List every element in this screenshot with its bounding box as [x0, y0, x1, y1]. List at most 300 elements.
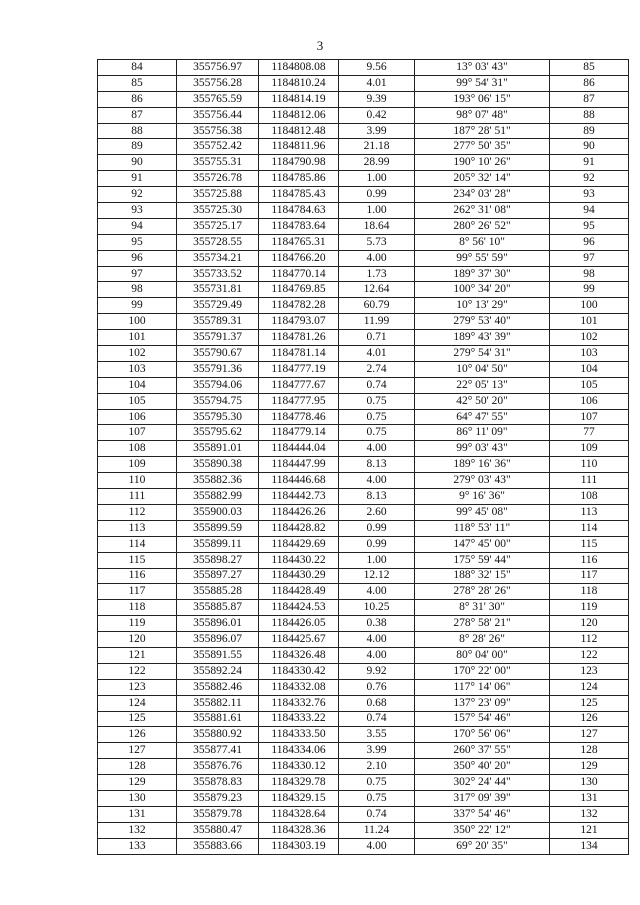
distance-cell: 4.01: [339, 75, 415, 91]
next-point-cell: 87: [550, 91, 629, 107]
point-number-cell: 98: [98, 282, 177, 298]
distance-cell: 4.00: [339, 473, 415, 489]
table-row: [98, 314, 629, 330]
x-coordinate-cell: 355883.66: [177, 838, 259, 854]
next-point-cell: 130: [550, 775, 629, 791]
y-coordinate-cell: 1184430.22: [259, 552, 339, 568]
x-coordinate-cell: 355891.55: [177, 647, 259, 663]
bearing-cell: 147° 45' 00": [415, 536, 550, 552]
next-point-cell: 91: [550, 155, 629, 171]
point-number-cell: 96: [98, 250, 177, 266]
y-coordinate-cell: 1184442.73: [259, 489, 339, 505]
x-coordinate-cell: 355756.28: [177, 75, 259, 91]
next-point-cell: 99: [550, 282, 629, 298]
x-coordinate-cell: 355900.03: [177, 504, 259, 520]
x-coordinate-cell: 355756.44: [177, 107, 259, 123]
next-point-cell: 119: [550, 600, 629, 616]
distance-cell: 0.71: [339, 330, 415, 346]
page-number: 3: [316, 38, 324, 53]
x-coordinate-cell: 355899.11: [177, 536, 259, 552]
point-number-cell: 113: [98, 520, 177, 536]
point-number-cell: 108: [98, 441, 177, 457]
next-point-cell: 93: [550, 187, 629, 203]
point-number-cell: 130: [98, 790, 177, 806]
x-coordinate-cell: 355795.30: [177, 409, 259, 425]
next-point-cell: 110: [550, 457, 629, 473]
next-point-cell: 89: [550, 123, 629, 139]
next-point-cell: 128: [550, 743, 629, 759]
distance-cell: 8.13: [339, 489, 415, 505]
x-coordinate-cell: 355794.75: [177, 393, 259, 409]
point-number-cell: 124: [98, 695, 177, 711]
x-coordinate-cell: 355896.07: [177, 632, 259, 648]
x-coordinate-cell: 355899.59: [177, 520, 259, 536]
distance-cell: 0.99: [339, 536, 415, 552]
y-coordinate-cell: 1184425.67: [259, 632, 339, 648]
next-point-cell: 124: [550, 679, 629, 695]
table-row: [98, 187, 629, 203]
y-coordinate-cell: 1184770.14: [259, 266, 339, 282]
next-point-cell: 109: [550, 441, 629, 457]
distance-cell: 0.75: [339, 790, 415, 806]
next-point-cell: 125: [550, 695, 629, 711]
distance-cell: 4.00: [339, 584, 415, 600]
next-point-cell: 127: [550, 727, 629, 743]
table-row: [98, 727, 629, 743]
table-row: [98, 822, 629, 838]
table-row: [98, 632, 629, 648]
y-coordinate-cell: 1184303.19: [259, 838, 339, 854]
distance-cell: 0.75: [339, 425, 415, 441]
y-coordinate-cell: 1184329.15: [259, 790, 339, 806]
distance-cell: 12.64: [339, 282, 415, 298]
x-coordinate-cell: 355882.46: [177, 679, 259, 695]
x-coordinate-cell: 355881.61: [177, 711, 259, 727]
x-coordinate-cell: 355885.28: [177, 584, 259, 600]
point-number-cell: 88: [98, 123, 177, 139]
distance-cell: 4.00: [339, 250, 415, 266]
distance-cell: 0.75: [339, 409, 415, 425]
point-number-cell: 109: [98, 457, 177, 473]
y-coordinate-cell: 1184426.26: [259, 504, 339, 520]
table-row: [98, 775, 629, 791]
x-coordinate-cell: 355731.81: [177, 282, 259, 298]
point-number-cell: 93: [98, 203, 177, 219]
x-coordinate-cell: 355896.01: [177, 616, 259, 632]
distance-cell: 60.79: [339, 298, 415, 314]
distance-cell: 0.74: [339, 806, 415, 822]
y-coordinate-cell: 1184811.96: [259, 139, 339, 155]
bearing-cell: 279° 54' 31": [415, 346, 550, 362]
distance-cell: 0.74: [339, 377, 415, 393]
next-point-cell: 121: [550, 822, 629, 838]
distance-cell: 3.99: [339, 123, 415, 139]
distance-cell: 2.60: [339, 504, 415, 520]
table-row: [98, 457, 629, 473]
bearing-cell: 234° 03' 28": [415, 187, 550, 203]
next-point-cell: 98: [550, 266, 629, 282]
next-point-cell: 118: [550, 584, 629, 600]
y-coordinate-cell: 1184784.63: [259, 203, 339, 219]
bearing-cell: 190° 10' 26": [415, 155, 550, 171]
y-coordinate-cell: 1184329.78: [259, 775, 339, 791]
distance-cell: 11.24: [339, 822, 415, 838]
y-coordinate-cell: 1184428.82: [259, 520, 339, 536]
distance-cell: 0.68: [339, 695, 415, 711]
x-coordinate-cell: 355880.92: [177, 727, 259, 743]
next-point-cell: 120: [550, 616, 629, 632]
table-row: [98, 806, 629, 822]
bearing-cell: 98° 07' 48": [415, 107, 550, 123]
bearing-cell: 279° 03' 43": [415, 473, 550, 489]
table-row: [98, 123, 629, 139]
table-row: [98, 250, 629, 266]
distance-cell: 12.12: [339, 568, 415, 584]
y-coordinate-cell: 1184766.20: [259, 250, 339, 266]
distance-cell: 9.56: [339, 60, 415, 76]
table-row: [98, 139, 629, 155]
x-coordinate-cell: 355882.36: [177, 473, 259, 489]
x-coordinate-cell: 355882.11: [177, 695, 259, 711]
point-number-cell: 94: [98, 218, 177, 234]
point-number-cell: 99: [98, 298, 177, 314]
next-point-cell: 92: [550, 171, 629, 187]
table-row: [98, 616, 629, 632]
x-coordinate-cell: 355725.17: [177, 218, 259, 234]
table-row: [98, 695, 629, 711]
point-number-cell: 120: [98, 632, 177, 648]
x-coordinate-cell: 355728.55: [177, 234, 259, 250]
y-coordinate-cell: 1184782.28: [259, 298, 339, 314]
next-point-cell: 111: [550, 473, 629, 489]
table-row: [98, 107, 629, 123]
table-row: [98, 790, 629, 806]
next-point-cell: 115: [550, 536, 629, 552]
table-row: [98, 298, 629, 314]
y-coordinate-cell: 1184444.04: [259, 441, 339, 457]
point-number-cell: 118: [98, 600, 177, 616]
table-row: [98, 600, 629, 616]
point-number-cell: 112: [98, 504, 177, 520]
bearing-cell: 22° 05' 13": [415, 377, 550, 393]
bearing-cell: 188° 32' 15": [415, 568, 550, 584]
point-number-cell: 91: [98, 171, 177, 187]
next-point-cell: 95: [550, 218, 629, 234]
x-coordinate-cell: 355892.24: [177, 663, 259, 679]
distance-cell: 0.99: [339, 187, 415, 203]
bearing-cell: 157° 54' 46": [415, 711, 550, 727]
distance-cell: 4.00: [339, 647, 415, 663]
y-coordinate-cell: 1184779.14: [259, 425, 339, 441]
point-number-cell: 128: [98, 759, 177, 775]
table-row: [98, 266, 629, 282]
bearing-cell: 99° 45' 08": [415, 504, 550, 520]
next-point-cell: 106: [550, 393, 629, 409]
point-number-cell: 127: [98, 743, 177, 759]
next-point-cell: 101: [550, 314, 629, 330]
x-coordinate-cell: 355898.27: [177, 552, 259, 568]
distance-cell: 1.00: [339, 171, 415, 187]
y-coordinate-cell: 1184332.08: [259, 679, 339, 695]
y-coordinate-cell: 1184333.22: [259, 711, 339, 727]
point-number-cell: 105: [98, 393, 177, 409]
y-coordinate-cell: 1184812.06: [259, 107, 339, 123]
next-point-cell: 134: [550, 838, 629, 854]
bearing-cell: 10° 04' 50": [415, 361, 550, 377]
table-row: [98, 441, 629, 457]
x-coordinate-cell: 355733.52: [177, 266, 259, 282]
table-row: [98, 759, 629, 775]
bearing-cell: 13° 03' 43": [415, 60, 550, 76]
y-coordinate-cell: 1184446.68: [259, 473, 339, 489]
distance-cell: 8.13: [339, 457, 415, 473]
y-coordinate-cell: 1184426.05: [259, 616, 339, 632]
next-point-cell: 96: [550, 234, 629, 250]
y-coordinate-cell: 1184785.86: [259, 171, 339, 187]
x-coordinate-cell: 355725.88: [177, 187, 259, 203]
bearing-cell: 99° 03' 43": [415, 441, 550, 457]
bearing-cell: 99° 55' 59": [415, 250, 550, 266]
bearing-cell: 8° 56' 10": [415, 234, 550, 250]
x-coordinate-cell: 355882.99: [177, 489, 259, 505]
table-row: [98, 377, 629, 393]
bearing-cell: 42° 50' 20": [415, 393, 550, 409]
x-coordinate-cell: 355879.78: [177, 806, 259, 822]
bearing-cell: 86° 11' 09": [415, 425, 550, 441]
y-coordinate-cell: 1184793.07: [259, 314, 339, 330]
y-coordinate-cell: 1184777.19: [259, 361, 339, 377]
y-coordinate-cell: 1184326.48: [259, 647, 339, 663]
bearing-cell: 280° 26' 52": [415, 218, 550, 234]
point-number-cell: 117: [98, 584, 177, 600]
distance-cell: 10.25: [339, 600, 415, 616]
point-number-cell: 115: [98, 552, 177, 568]
point-number-cell: 97: [98, 266, 177, 282]
point-number-cell: 84: [98, 60, 177, 76]
next-point-cell: 114: [550, 520, 629, 536]
x-coordinate-cell: 355756.97: [177, 60, 259, 76]
bearing-cell: 118° 53' 11": [415, 520, 550, 536]
next-point-cell: 108: [550, 489, 629, 505]
point-number-cell: 95: [98, 234, 177, 250]
bearing-cell: 262° 31' 08": [415, 203, 550, 219]
table-row: [98, 346, 629, 362]
x-coordinate-cell: 355756.38: [177, 123, 259, 139]
y-coordinate-cell: 1184781.26: [259, 330, 339, 346]
distance-cell: 0.99: [339, 520, 415, 536]
y-coordinate-cell: 1184424.53: [259, 600, 339, 616]
next-point-cell: 122: [550, 647, 629, 663]
x-coordinate-cell: 355885.87: [177, 600, 259, 616]
bearing-cell: 100° 34' 20": [415, 282, 550, 298]
table-row: [98, 679, 629, 695]
bearing-cell: 337° 54' 46": [415, 806, 550, 822]
point-number-cell: 103: [98, 361, 177, 377]
point-number-cell: 85: [98, 75, 177, 91]
bearing-cell: 117° 14' 06": [415, 679, 550, 695]
bearing-cell: 137° 23' 09": [415, 695, 550, 711]
bearing-cell: 350° 22' 12": [415, 822, 550, 838]
table-row: [98, 568, 629, 584]
y-coordinate-cell: 1184778.46: [259, 409, 339, 425]
y-coordinate-cell: 1184783.64: [259, 218, 339, 234]
table-row: [98, 203, 629, 219]
distance-cell: 4.00: [339, 838, 415, 854]
bearing-cell: 189° 37' 30": [415, 266, 550, 282]
x-coordinate-cell: 355755.31: [177, 155, 259, 171]
bearing-cell: 9° 16' 36": [415, 489, 550, 505]
distance-cell: 0.75: [339, 393, 415, 409]
next-point-cell: 94: [550, 203, 629, 219]
x-coordinate-cell: 355795.62: [177, 425, 259, 441]
table-row: [98, 838, 629, 854]
next-point-cell: 104: [550, 361, 629, 377]
distance-cell: 3.99: [339, 743, 415, 759]
bearing-cell: 302° 24' 44": [415, 775, 550, 791]
point-number-cell: 111: [98, 489, 177, 505]
table-row: [98, 425, 629, 441]
bearing-cell: 69° 20' 35": [415, 838, 550, 854]
table-row: [98, 155, 629, 171]
table-row: [98, 536, 629, 552]
point-number-cell: 104: [98, 377, 177, 393]
bearing-cell: 260° 37' 55": [415, 743, 550, 759]
bearing-cell: 80° 04' 00": [415, 647, 550, 663]
y-coordinate-cell: 1184334.06: [259, 743, 339, 759]
table-row: [98, 552, 629, 568]
point-number-cell: 133: [98, 838, 177, 854]
next-point-cell: 105: [550, 377, 629, 393]
next-point-cell: 116: [550, 552, 629, 568]
x-coordinate-cell: 355790.67: [177, 346, 259, 362]
x-coordinate-cell: 355791.37: [177, 330, 259, 346]
next-point-cell: 102: [550, 330, 629, 346]
x-coordinate-cell: 355752.42: [177, 139, 259, 155]
y-coordinate-cell: 1184333.50: [259, 727, 339, 743]
next-point-cell: 126: [550, 711, 629, 727]
point-number-cell: 114: [98, 536, 177, 552]
x-coordinate-cell: 355876.76: [177, 759, 259, 775]
point-number-cell: 121: [98, 647, 177, 663]
distance-cell: 9.39: [339, 91, 415, 107]
x-coordinate-cell: 355765.59: [177, 91, 259, 107]
table-row: [98, 218, 629, 234]
y-coordinate-cell: 1184777.67: [259, 377, 339, 393]
point-number-cell: 101: [98, 330, 177, 346]
distance-cell: 11.99: [339, 314, 415, 330]
distance-cell: 0.76: [339, 679, 415, 695]
coordinates-table: [97, 59, 629, 855]
x-coordinate-cell: 355725.30: [177, 203, 259, 219]
table-row: [98, 330, 629, 346]
bearing-cell: 175° 59' 44": [415, 552, 550, 568]
x-coordinate-cell: 355734.21: [177, 250, 259, 266]
bearing-cell: 279° 53' 40": [415, 314, 550, 330]
bearing-cell: 317° 09' 39": [415, 790, 550, 806]
distance-cell: 9.92: [339, 663, 415, 679]
point-number-cell: 123: [98, 679, 177, 695]
distance-cell: 4.00: [339, 441, 415, 457]
bearing-cell: 10° 13' 29": [415, 298, 550, 314]
next-point-cell: 90: [550, 139, 629, 155]
distance-cell: 0.38: [339, 616, 415, 632]
table-row: [98, 473, 629, 489]
distance-cell: 21.18: [339, 139, 415, 155]
next-point-cell: 112: [550, 632, 629, 648]
distance-cell: 4.01: [339, 346, 415, 362]
y-coordinate-cell: 1184785.43: [259, 187, 339, 203]
distance-cell: 1.00: [339, 203, 415, 219]
distance-cell: 0.74: [339, 711, 415, 727]
next-point-cell: 85: [550, 60, 629, 76]
y-coordinate-cell: 1184781.14: [259, 346, 339, 362]
point-number-cell: 92: [98, 187, 177, 203]
x-coordinate-cell: 355877.41: [177, 743, 259, 759]
bearing-cell: 205° 32' 14": [415, 171, 550, 187]
distance-cell: 0.75: [339, 775, 415, 791]
y-coordinate-cell: 1184814.19: [259, 91, 339, 107]
bearing-cell: 99° 54' 31": [415, 75, 550, 91]
x-coordinate-cell: 355897.27: [177, 568, 259, 584]
x-coordinate-cell: 355890.38: [177, 457, 259, 473]
next-point-cell: 103: [550, 346, 629, 362]
y-coordinate-cell: 1184430.29: [259, 568, 339, 584]
y-coordinate-cell: 1184328.36: [259, 822, 339, 838]
next-point-cell: 107: [550, 409, 629, 425]
next-point-cell: 123: [550, 663, 629, 679]
x-coordinate-cell: 355878.83: [177, 775, 259, 791]
point-number-cell: 106: [98, 409, 177, 425]
table-row: [98, 743, 629, 759]
y-coordinate-cell: 1184810.24: [259, 75, 339, 91]
distance-cell: 5.73: [339, 234, 415, 250]
bearing-cell: 193° 06' 15": [415, 91, 550, 107]
y-coordinate-cell: 1184330.12: [259, 759, 339, 775]
point-number-cell: 89: [98, 139, 177, 155]
bearing-cell: 189° 43' 39": [415, 330, 550, 346]
x-coordinate-cell: 355879.23: [177, 790, 259, 806]
y-coordinate-cell: 1184330.42: [259, 663, 339, 679]
x-coordinate-cell: 355880.47: [177, 822, 259, 838]
next-point-cell: 86: [550, 75, 629, 91]
distance-cell: 18.64: [339, 218, 415, 234]
y-coordinate-cell: 1184328.64: [259, 806, 339, 822]
bearing-cell: 170° 56' 06": [415, 727, 550, 743]
next-point-cell: 117: [550, 568, 629, 584]
next-point-cell: 129: [550, 759, 629, 775]
point-number-cell: 90: [98, 155, 177, 171]
bearing-cell: 170° 22' 00": [415, 663, 550, 679]
table-row: [98, 60, 629, 76]
bearing-cell: 278° 28' 26": [415, 584, 550, 600]
y-coordinate-cell: 1184332.76: [259, 695, 339, 711]
table-row: [98, 393, 629, 409]
next-point-cell: 97: [550, 250, 629, 266]
table-row: [98, 647, 629, 663]
point-number-cell: 110: [98, 473, 177, 489]
next-point-cell: 113: [550, 504, 629, 520]
point-number-cell: 86: [98, 91, 177, 107]
bearing-cell: 278° 58' 21": [415, 616, 550, 632]
bearing-cell: 64° 47' 55": [415, 409, 550, 425]
bearing-cell: 277° 50' 35": [415, 139, 550, 155]
point-number-cell: 126: [98, 727, 177, 743]
point-number-cell: 100: [98, 314, 177, 330]
distance-cell: 3.55: [339, 727, 415, 743]
distance-cell: 2.74: [339, 361, 415, 377]
distance-cell: 0.42: [339, 107, 415, 123]
y-coordinate-cell: 1184790.98: [259, 155, 339, 171]
